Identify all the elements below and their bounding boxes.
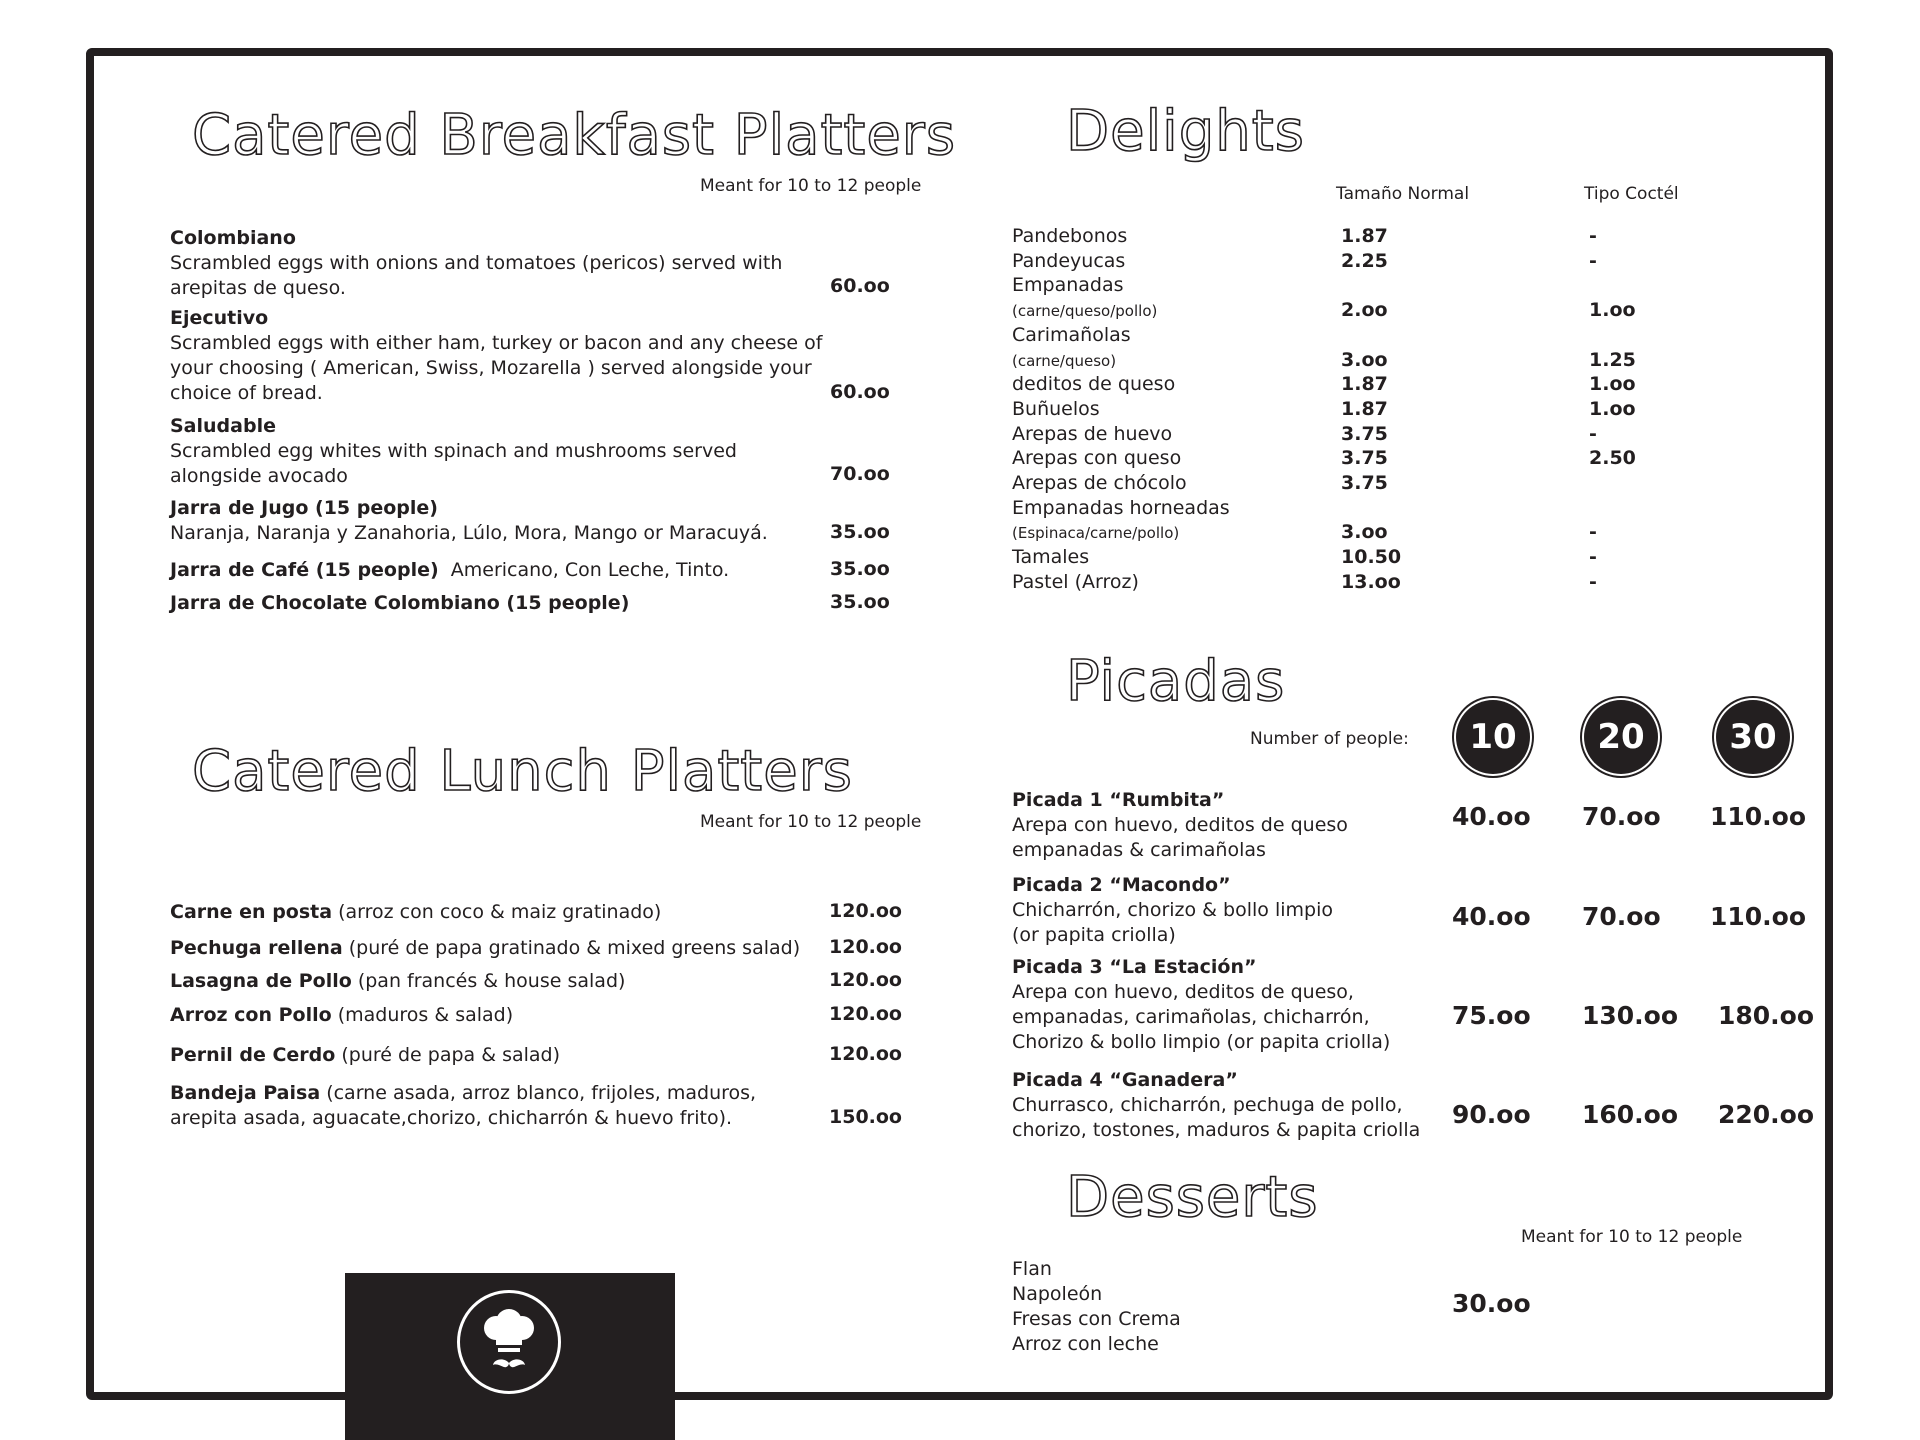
delight-sub: (carne/queso): [1012, 351, 1117, 370]
item-desc: Arepa con huevo, deditos de queso: [1012, 814, 1348, 836]
delight-price-coctel: -: [1589, 249, 1597, 272]
item-desc: (carne asada, arroz blanco, frijoles, maduros,: [326, 1082, 757, 1104]
breakfast-item-jugo: [170, 496, 768, 546]
delight-price-normal: 2.25: [1341, 249, 1388, 272]
delight-price-coctel: -: [1589, 225, 1597, 247]
item-desc: chorizo, tostones, maduros & papita criolla: [1012, 1119, 1421, 1141]
item-desc: (pan francés & house salad): [357, 970, 626, 992]
item-name: Arroz con Pollo: [170, 1004, 332, 1026]
desserts-note: Meant for 10 to 12 people: [1521, 1227, 1743, 1247]
picada-item: [1012, 788, 1348, 863]
delight-name: Pastel (Arroz): [1012, 570, 1139, 593]
delight-name: Pandeyucas: [1012, 249, 1126, 272]
delight-price-coctel: 1.oo: [1589, 397, 1636, 420]
delight-sub: (carne/queso/pollo): [1012, 302, 1158, 321]
item-desc: Churrasco, chicharrón, pechuga de pollo,: [1012, 1094, 1403, 1116]
item-name: Picada 1 “Rumbita”: [1012, 789, 1225, 811]
dessert-item: Flan: [1012, 1258, 1052, 1280]
delights-heading: Delights: [1066, 99, 1305, 164]
price-10: 75.oo: [1452, 1001, 1531, 1030]
price-30: 110.oo: [1710, 902, 1807, 931]
delight-name: Empanadas: [1012, 274, 1124, 297]
delights-col-coctel: Tipo Coctél: [1584, 184, 1679, 204]
item-name: Jarra de Jugo (15 people): [170, 497, 438, 519]
delight-price-coctel: -: [1589, 521, 1597, 544]
item-desc: Scrambled eggs with onions and tomatoes (pericos) served with: [170, 252, 783, 274]
item-name: Bandeja Paisa: [170, 1082, 321, 1104]
item-price: 35.oo: [830, 591, 890, 613]
item-price: 60.oo: [830, 381, 890, 403]
desserts-heading: Desserts: [1066, 1165, 1319, 1230]
dessert-item: Napoleón: [1012, 1283, 1103, 1305]
price-20: 70.oo: [1582, 902, 1661, 931]
price-20: 160.oo: [1582, 1100, 1679, 1129]
delight-name: Tamales: [1012, 546, 1090, 569]
item-desc: Scrambled eggs with either ham, turkey or bacon and any cheese of: [170, 332, 823, 354]
item-price: 120.oo: [829, 1043, 902, 1065]
delight-name: Arepas de huevo: [1012, 422, 1173, 445]
item-price: 120.oo: [829, 900, 902, 922]
delight-price-normal: 3.75: [1341, 422, 1388, 445]
item-price: 150.oo: [829, 1106, 902, 1128]
item-name: Colombiano: [170, 227, 296, 249]
delight-name: Carimañolas: [1012, 323, 1131, 346]
item-desc: (maduros & salad): [337, 1004, 514, 1026]
item-desc: Naranja, Naranja y Zanahoria, Lúlo, Mora, Mango or Maracuyá.: [170, 522, 768, 544]
item-desc: Chicharrón, chorizo & bollo limpio: [1012, 899, 1333, 921]
delight-price-coctel: -: [1589, 422, 1597, 445]
delight-name: Arepas de chócolo: [1012, 472, 1187, 494]
price-30: 180.oo: [1718, 1001, 1815, 1030]
delight-price-normal: 3.75: [1341, 447, 1388, 470]
lunch-item: [170, 936, 800, 961]
delight-price-coctel: 1.oo: [1589, 373, 1636, 396]
delight-price-coctel: 2.50: [1589, 447, 1636, 470]
delight-price-coctel: -: [1589, 546, 1597, 569]
delight-price-coctel: 1.25: [1589, 348, 1636, 371]
chef-hat-mustache-icon: [460, 1293, 558, 1391]
item-desc: (puré de papa & salad): [341, 1044, 561, 1066]
delight-price-normal: 1.87: [1341, 397, 1388, 420]
delight-price-normal: 2.oo: [1341, 299, 1388, 322]
item-desc: arepita asada, aguacate,chorizo, chicharrón & huevo frito).: [170, 1107, 733, 1129]
item-desc: Arepa con huevo, deditos de queso,: [1012, 981, 1354, 1003]
picada-item: [1012, 1068, 1420, 1143]
item-desc: Scrambled egg whites with spinach and mushrooms served: [170, 440, 737, 462]
breakfast-item-ejecutivo: [170, 306, 822, 406]
lunch-item: [170, 1003, 513, 1028]
item-desc: choice of bread.: [170, 382, 323, 404]
item-price: 70.oo: [830, 463, 890, 485]
item-price: 35.oo: [830, 521, 890, 543]
lunch-item: [170, 1043, 560, 1068]
item-desc: empanadas, carimañolas, chicharrón,: [1012, 1006, 1370, 1028]
price-20: 130.oo: [1582, 1001, 1679, 1030]
price-30: 220.oo: [1718, 1100, 1815, 1129]
item-name: Pechuga rellena: [170, 937, 343, 959]
item-price: 120.oo: [829, 936, 902, 958]
lunch-item: [170, 1081, 756, 1131]
dessert-item: Fresas con Crema: [1012, 1308, 1181, 1330]
breakfast-item-cafe: [170, 558, 729, 583]
price-10: 90.oo: [1452, 1100, 1531, 1129]
desserts-price: 30.oo: [1452, 1289, 1531, 1318]
lunch-item: [170, 900, 661, 925]
item-desc: (or papita criolla): [1012, 924, 1176, 946]
item-name: Lasagna de Pollo: [170, 970, 352, 992]
delight-price-normal: 10.50: [1341, 546, 1402, 569]
people-badge-30: 30: [1716, 700, 1790, 774]
delight-price-normal: 3.75: [1341, 472, 1388, 494]
item-price: 120.oo: [829, 1003, 902, 1025]
delight-price-normal: 1.87: [1341, 373, 1388, 396]
item-name: Pernil de Cerdo: [170, 1044, 336, 1066]
people-label: Number of people:: [1250, 729, 1409, 749]
item-desc: your choosing ( American, Swiss, Mozarella ) served alongside your: [170, 357, 812, 379]
item-name: Jarra de Café (15 people): [170, 559, 439, 581]
lunch-heading: Catered Lunch Platters: [192, 739, 853, 804]
item-price: 35.oo: [830, 558, 890, 580]
item-price: 120.oo: [829, 969, 902, 991]
desserts-list: [1012, 1257, 1181, 1357]
people-badge-10: 10: [1456, 700, 1530, 774]
logo-circle: [457, 1290, 561, 1394]
breakfast-heading: Catered Breakfast Platters: [192, 103, 957, 168]
price-10: 40.oo: [1452, 902, 1531, 931]
item-name: Ejecutivo: [170, 307, 269, 329]
item-price: 60.oo: [830, 275, 890, 297]
delight-price-normal: 1.87: [1341, 225, 1388, 247]
item-desc: (arroz con coco & maiz gratinado): [338, 901, 662, 923]
people-badge-20: 20: [1584, 700, 1658, 774]
item-desc: Americano, Con Leche, Tinto.: [450, 559, 730, 581]
picadas-heading: Picadas: [1066, 649, 1286, 714]
item-desc: (puré de papa gratinado & mixed greens salad): [348, 937, 801, 959]
delight-price-coctel: -: [1589, 570, 1597, 593]
delight-name: deditos de queso: [1012, 373, 1176, 396]
delight-name: Pandebonos: [1012, 225, 1128, 247]
item-name: Picada 4 “Ganadera”: [1012, 1069, 1238, 1091]
delight-price-normal: 13.oo: [1341, 570, 1401, 593]
delight-name: Empanadas horneadas: [1012, 496, 1230, 519]
breakfast-item-saludable: [170, 414, 737, 489]
item-name: Picada 3 “La Estación”: [1012, 956, 1257, 978]
delights-col-normal: Tamaño Normal: [1336, 184, 1470, 204]
delight-price-normal: 3.oo: [1341, 521, 1388, 544]
item-desc: empanadas & carimañolas: [1012, 839, 1266, 861]
breakfast-item-chocolate: Jarra de Chocolate Colombiano (15 people): [170, 592, 630, 614]
picada-item: [1012, 955, 1390, 1055]
item-name: Carne en posta: [170, 901, 333, 923]
lunch-note: Meant for 10 to 12 people: [700, 812, 922, 832]
item-desc: alongside avocado: [170, 465, 348, 487]
item-name: Saludable: [170, 415, 276, 437]
price-30: 110.oo: [1710, 802, 1807, 831]
dessert-item: Arroz con leche: [1012, 1333, 1159, 1355]
delight-sub: (Espinaca/carne/pollo): [1012, 524, 1180, 543]
item-desc: arepitas de queso.: [170, 277, 346, 299]
lunch-item: [170, 969, 625, 994]
logo-box: [345, 1273, 675, 1440]
delight-name: Arepas con queso: [1012, 447, 1182, 470]
breakfast-item-colombiano: [170, 226, 782, 301]
price-10: 40.oo: [1452, 802, 1531, 831]
delight-price-normal: 3.oo: [1341, 348, 1388, 371]
delight-price-coctel: 1.oo: [1589, 299, 1636, 322]
delight-name: Buñuelos: [1012, 397, 1100, 420]
breakfast-note: Meant for 10 to 12 people: [700, 176, 922, 196]
item-desc: Chorizo & bollo limpio (or papita criolla): [1012, 1031, 1391, 1053]
price-20: 70.oo: [1582, 802, 1661, 831]
item-name: Picada 2 “Macondo”: [1012, 874, 1231, 896]
picada-item: [1012, 873, 1333, 948]
